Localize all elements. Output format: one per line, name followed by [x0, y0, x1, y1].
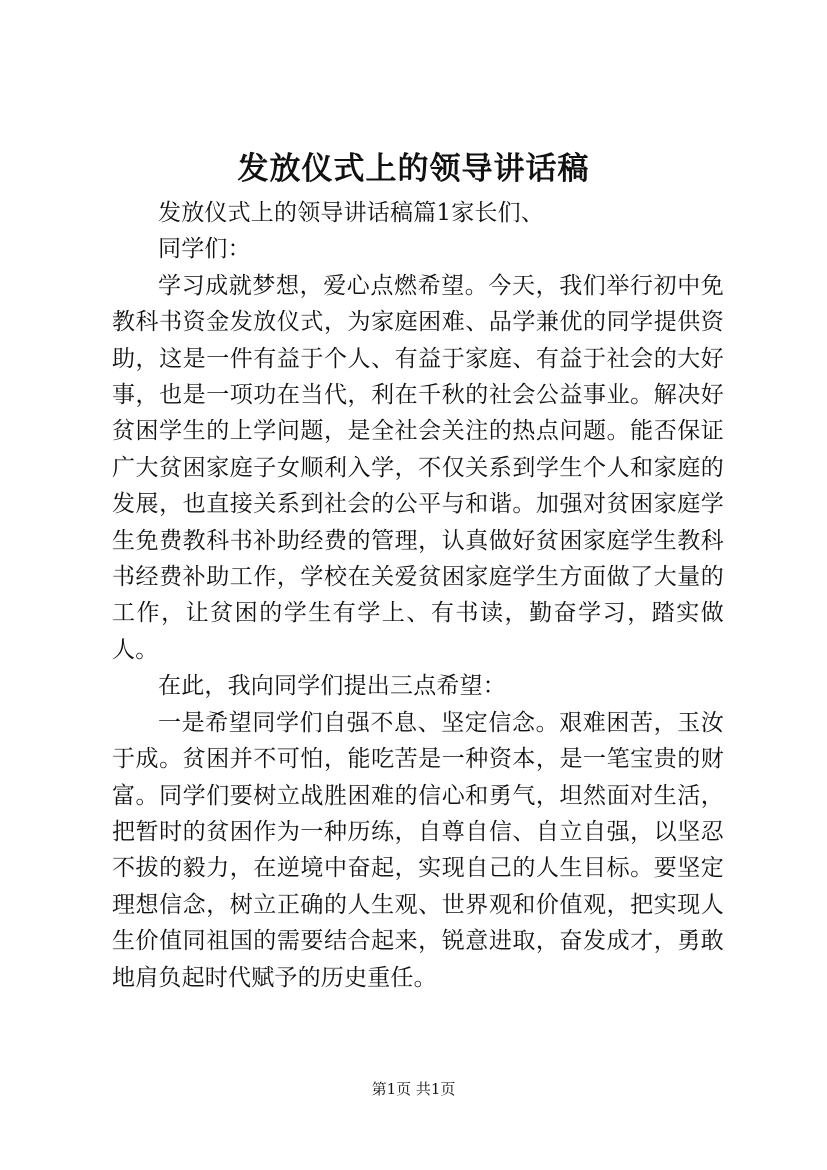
document-body [112, 195, 724, 996]
paragraph-heading-line: 发放仪式上的领导讲话稿篇1家长们、 [158, 200, 545, 226]
document-title: 发放仪式上的领导讲话稿 [237, 151, 590, 187]
paragraph-main: 学习成就梦想，爱心点燃希望。今天，我们举行初中免教科书资金发放仪式，为家庭困难、品学兼优的同学提供资助，这是一件有益于个人、有益于家庭、有益于社会的大好事，也是一项功在当代，利在千秋的社会公益事业。解决好贫困学生的上学问题，是全社会关注的热点问题。能否保证广大贫困家庭子女顺利入学，不仅关系到学生个人和家庭的发展，也直接关系到社会的公平与和谐。加强对贫困家庭学生免费教科书补助经费的管理，认真做好贫困家庭学生教科书经费补助工作，学校在关爱贫困家庭学生方面做了大量的工作，让贫困的学生有学上、有书读，勤奋学习，踏实做人。 [112, 272, 724, 663]
paragraph-hopes-intro: 在此，我向同学们提出三点希望： [158, 673, 506, 700]
page-footer: 第1页 共1页 [371, 1080, 456, 1098]
paragraph-salutation: 同学们： [158, 236, 251, 263]
paragraph-hope-one: 一是希望同学们自强不息、坚定信念。艰难困苦，玉汝于成。贫困并不可怕，能吃苦是一种资本，是一笔宝贵的财富。同学们要树立战胜困难的信心和勇气，坦然面对生活，把暂时的贫困作为一种历练，自尊自信、自立自强，以坚忍不拔的毅力，在逆境中奋起，实现自己的人生目标。要坚定理想信念，树立正确的人生观、世界观和价值观，把实现人生价值同祖国的需要结合起来，锐意进取，奋发成才，勇敢地肩负起时代赋予的历史重任。 [112, 709, 724, 991]
